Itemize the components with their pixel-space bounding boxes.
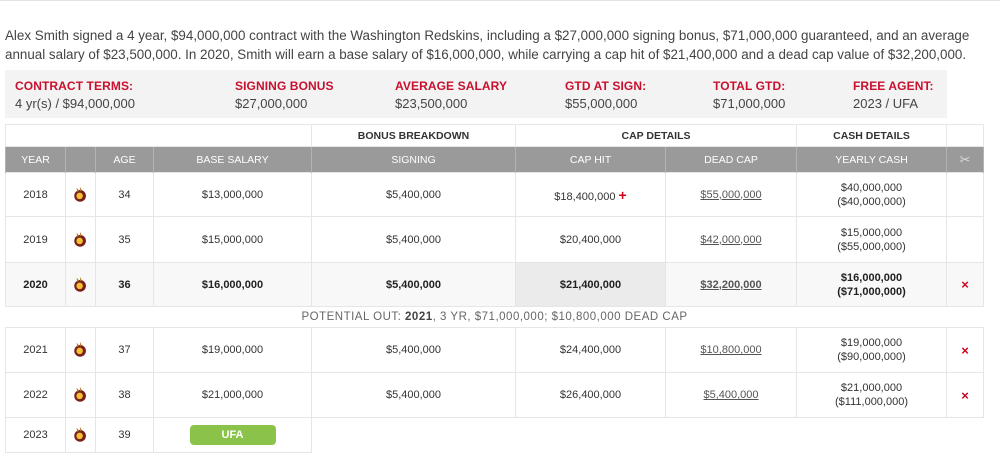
- cap-hit-cell: $21,400,000: [516, 263, 666, 307]
- term-label: TOTAL GTD:: [713, 79, 786, 93]
- term-average-salary: [395, 79, 507, 111]
- dead-cap-cell: [666, 263, 797, 307]
- year-cell: 2018: [6, 173, 66, 217]
- group-blank: [6, 125, 312, 147]
- cash-cumulative: ($111,000,000): [835, 396, 908, 408]
- year-cell: 2019: [6, 217, 66, 263]
- scissors-icon[interactable]: ✂: [959, 151, 971, 167]
- dead-cap-cell: [666, 217, 797, 263]
- header-age[interactable]: AGE: [96, 147, 154, 173]
- cap-hit-cell: [516, 173, 666, 217]
- group-cap-details: CAP DETAILS: [516, 125, 797, 147]
- group-cash-details: CASH DETAILS: [797, 125, 947, 147]
- team-logo-icon: [72, 231, 90, 249]
- term-value: $71,000,000: [713, 96, 786, 111]
- age-cell: 34: [96, 173, 154, 217]
- yearly-cash-cell: [797, 217, 947, 263]
- signing-cell: $5,400,000: [312, 173, 516, 217]
- cash-amount: $40,000,000: [840, 181, 903, 194]
- age-cell: 38: [96, 373, 154, 418]
- action-cell: [947, 217, 984, 263]
- base-salary-cell: $13,000,000: [154, 173, 312, 217]
- action-cell: [947, 263, 984, 307]
- header-cap-hit[interactable]: CAP HIT: [516, 147, 666, 173]
- team-logo-icon: [72, 276, 90, 294]
- group-blank: [947, 125, 984, 147]
- logo-cell: [66, 263, 96, 307]
- term-gtd-at-sign: [565, 79, 646, 111]
- term-label: FREE AGENT:: [853, 79, 934, 93]
- cash-cumulative: ($55,000,000): [837, 240, 906, 253]
- team-logo-icon: [72, 386, 90, 404]
- term-value: $23,500,000: [395, 96, 468, 111]
- ufa-cell: [154, 418, 312, 453]
- dead-cap-cell: [666, 328, 797, 373]
- yearly-cash-cell: [797, 328, 947, 373]
- header-signing[interactable]: SIGNING: [312, 147, 516, 173]
- contract-table: [5, 124, 984, 453]
- yearly-cash-cell: [797, 173, 947, 217]
- term-label: CONTRACT TERMS:: [15, 79, 134, 93]
- term-label: GTD AT SIGN:: [565, 79, 647, 93]
- cash-cumulative: ($90,000,000): [837, 351, 906, 363]
- signing-cell: $5,400,000: [312, 217, 516, 263]
- cash-cumulative: ($40,000,000): [837, 195, 906, 208]
- potential-prefix: POTENTIAL OUT:: [301, 311, 402, 323]
- cap-hit-cell: $20,400,000: [516, 217, 666, 263]
- table-row: [6, 217, 984, 263]
- dead-cap-cell: [666, 173, 797, 217]
- table-row-ufa: [6, 418, 984, 453]
- cash-amount: $19,000,000: [840, 337, 903, 349]
- base-salary-cell: $15,000,000: [154, 217, 312, 263]
- header-tools[interactable]: [947, 147, 984, 173]
- cash-cumulative: ($71,000,000): [837, 285, 906, 298]
- team-logo-icon: [72, 426, 90, 444]
- signing-cell: $5,400,000: [312, 373, 516, 418]
- table-row: [6, 373, 984, 418]
- header-logo: [66, 147, 96, 173]
- base-salary-cell: $21,000,000: [154, 373, 312, 418]
- logo-cell: [66, 217, 96, 263]
- release-x-icon[interactable]: ×: [961, 342, 969, 358]
- header-yearly-cash[interactable]: YEARLY CASH: [797, 147, 947, 173]
- term-total-gtd: [713, 79, 785, 111]
- cash-amount: $21,000,000: [840, 382, 903, 394]
- age-cell: 36: [96, 263, 154, 307]
- dead-cap-link[interactable]: $55,000,000: [700, 188, 762, 201]
- contract-summary: Alex Smith signed a 4 year, $94,000,000 contract with the Washington Redskins, including a $27,000,000 signing bonus, $71,000,000 guaranteed, and an average annual salary of $23,500,000. In 2020, Smith will earn a base salary of $16,000,000, while carrying a cap hit of $21,400,000 and a dead cap value of $32,200,000.: [5, 28, 970, 62]
- term-free-agent: [853, 79, 934, 111]
- logo-cell: [66, 173, 96, 217]
- potential-out-row: [6, 307, 984, 328]
- column-header-row: [6, 147, 984, 173]
- action-cell: [947, 373, 984, 418]
- age-cell: 37: [96, 328, 154, 373]
- dead-cap-link[interactable]: $42,000,000: [700, 233, 762, 246]
- term-value: 4 yr(s) / $94,000,000: [15, 96, 135, 111]
- base-salary-cell: $16,000,000: [154, 263, 312, 307]
- term-value: $55,000,000: [565, 96, 638, 111]
- group-header-row: [6, 125, 984, 147]
- top-divider: [0, 0, 1000, 8]
- dead-cap-link[interactable]: $10,800,000: [700, 344, 762, 356]
- yearly-cash-cell: [797, 263, 947, 307]
- base-salary-cell: $19,000,000: [154, 328, 312, 373]
- group-bonus-breakdown: BONUS BREAKDOWN: [312, 125, 516, 147]
- signing-cell: $5,400,000: [312, 328, 516, 373]
- potential-year: 2021: [405, 311, 433, 323]
- year-cell: 2021: [6, 328, 66, 373]
- cash-amount: $15,000,000: [840, 226, 903, 239]
- cap-hit-cell: $24,400,000: [516, 328, 666, 373]
- logo-cell: [66, 418, 96, 453]
- dead-cap-link[interactable]: $5,400,000: [703, 389, 759, 401]
- signing-cell: $5,400,000: [312, 263, 516, 307]
- contract-terms-bar: [5, 70, 947, 118]
- table-row: [6, 328, 984, 373]
- table-row: [6, 173, 984, 217]
- release-x-icon[interactable]: ×: [961, 387, 969, 403]
- action-cell: [947, 328, 984, 373]
- team-logo-icon: [72, 341, 90, 359]
- logo-cell: [66, 373, 96, 418]
- term-label: SIGNING BONUS: [235, 79, 334, 93]
- logo-cell: [66, 328, 96, 373]
- age-cell: 39: [96, 418, 154, 453]
- year-cell: 2022: [6, 373, 66, 418]
- header-year[interactable]: YEAR: [6, 147, 66, 173]
- plus-icon[interactable]: +: [618, 186, 627, 203]
- potential-out-text: [6, 307, 984, 328]
- term-value: 2023 / UFA: [853, 96, 919, 111]
- year-cell: 2023: [6, 418, 66, 453]
- term-value: $27,000,000: [235, 96, 308, 111]
- dead-cap-link[interactable]: $32,200,000: [700, 278, 762, 291]
- term-signing-bonus: [235, 79, 334, 111]
- table-row-current: [6, 263, 984, 307]
- year-cell: 2020: [6, 263, 66, 307]
- action-cell: [947, 173, 984, 217]
- cap-hit-cell: $26,400,000: [516, 373, 666, 418]
- age-cell: 35: [96, 217, 154, 263]
- blank-cell: [312, 418, 984, 453]
- term-label: AVERAGE SALARY: [395, 79, 508, 93]
- team-logo-icon: [72, 186, 90, 204]
- potential-details: , 3 YR, $71,000,000; $10,800,000 DEAD CAP: [432, 311, 688, 323]
- cap-hit-value: $18,400,000: [554, 190, 616, 203]
- dead-cap-cell: [666, 373, 797, 418]
- ufa-badge: UFA: [190, 425, 276, 445]
- cash-amount: $16,000,000: [840, 271, 903, 284]
- term-contract: [15, 79, 135, 111]
- yearly-cash-cell: [797, 373, 947, 418]
- header-base-salary[interactable]: BASE SALARY: [154, 147, 312, 173]
- release-x-icon[interactable]: ×: [961, 277, 969, 292]
- header-dead-cap[interactable]: DEAD CAP: [666, 147, 797, 173]
